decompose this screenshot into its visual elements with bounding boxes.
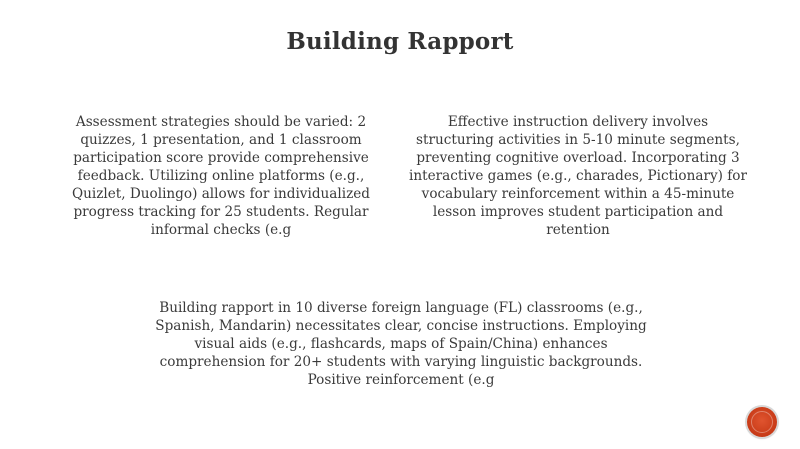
instruction-text-block xyxy=(400,113,756,239)
text-line: Building rapport in 10 diverse foreign language (FL) classrooms (e.g., xyxy=(159,300,643,316)
text-line: Effective instruction delivery involves xyxy=(447,114,709,130)
assessment-text-block xyxy=(58,113,384,239)
text-line: preventing cognitive overload. Incorporating 3 xyxy=(416,150,740,166)
rapport-text-block xyxy=(140,299,662,389)
text-line: comprehension for 20+ students with varying linguistic backgrounds. xyxy=(159,354,643,370)
text-line: feedback. Utilizing online platforms (e.g., xyxy=(77,168,365,184)
text-line: quizzes, 1 presentation, and 1 classroom xyxy=(80,132,362,148)
text-line: Positive reinforcement (e.g xyxy=(307,372,495,388)
text-line: interactive games (e.g., charades, Pictionary) for xyxy=(409,168,747,184)
text-line: retention xyxy=(546,222,610,238)
text-line: lesson improves student participation and xyxy=(432,204,724,220)
text-line: Quizlet, Duolingo) allows for individualized xyxy=(71,186,370,202)
text-line: participation score provide comprehensive xyxy=(73,150,369,166)
text-line: Spanish, Mandarin) necessitates clear, concise instructions. Employing xyxy=(155,318,647,334)
slide-title: Building Rapport xyxy=(286,28,514,55)
text-line: Assessment strategies should be varied: 2 xyxy=(75,114,367,130)
next-slide-circle-icon[interactable] xyxy=(747,407,777,437)
text-line: structuring activities in 5-10 minute segments, xyxy=(416,132,740,148)
text-line: informal checks (e.g xyxy=(150,222,292,238)
text-line: progress tracking for 25 students. Regular xyxy=(73,204,369,220)
text-line: visual aids (e.g., flashcards, maps of Spain/China) enhances xyxy=(194,336,608,352)
text-line: vocabulary reinforcement within a 45-minute xyxy=(421,186,735,202)
